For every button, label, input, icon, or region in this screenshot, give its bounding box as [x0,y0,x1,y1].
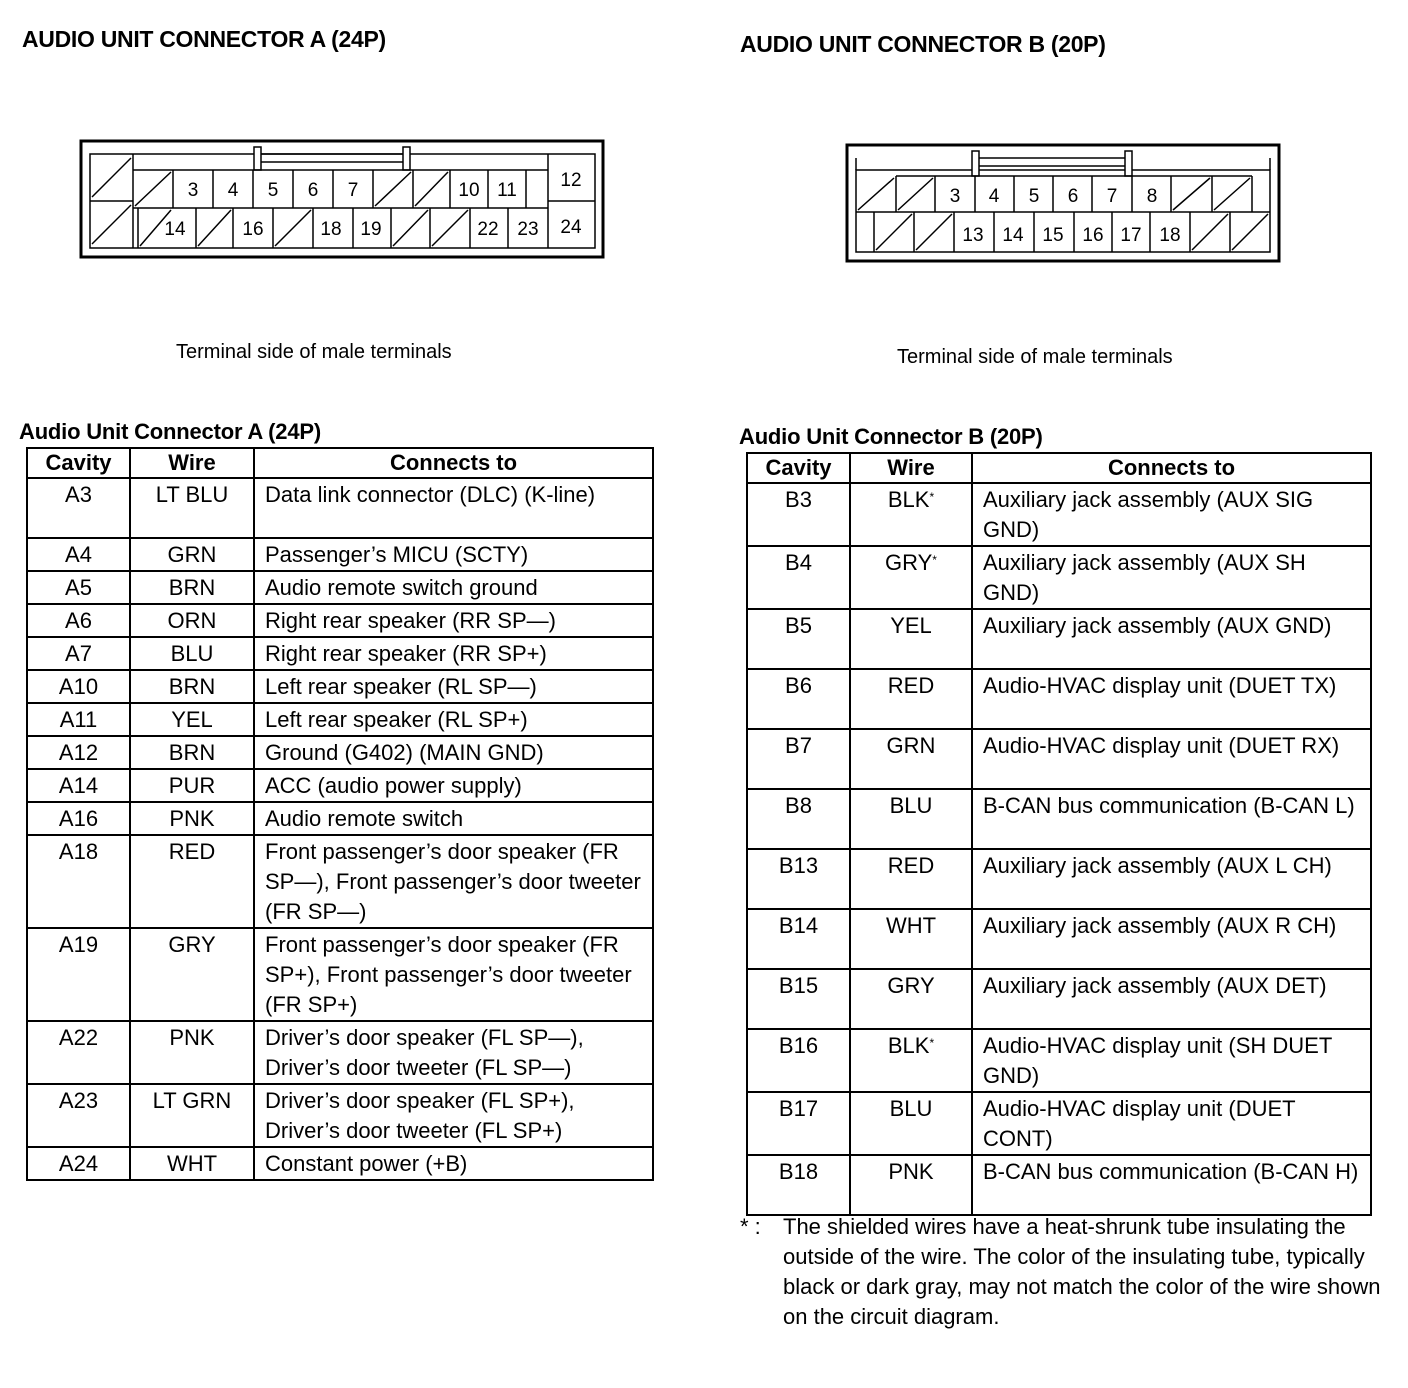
connector-b-pin-6: 6 [1067,186,1079,207]
connects-to-cell: Constant power (+B) [254,1147,653,1180]
table-row [27,571,653,604]
cavity-cell: A5 [27,571,130,604]
connects-to-cell: Auxiliary jack assembly (AUX SIG GND) [972,483,1371,546]
header-wire: Wire [850,453,972,483]
cavity-cell: B15 [747,969,850,1029]
table-row [27,802,653,835]
wire-color: YEL [171,707,213,732]
connector-a-lock-right [403,147,410,170]
connector-a-pin-10: 10 [458,180,480,201]
connects-to-cell: Driver’s door speaker (FL SP+), Driver’s door tweeter (FL SP+) [254,1084,653,1147]
connects-to-cell: Ground (G402) (MAIN GND) [254,736,653,769]
connects-to-cell: Audio-HVAC display unit (DUET TX) [972,669,1371,729]
connector-b-caption: Terminal side of male terminals [897,346,1173,368]
cavity-cell: A16 [27,802,130,835]
table-row [27,736,653,769]
table-row [747,1155,1371,1215]
wire-color: GRN [167,542,217,567]
connector-a-pin-3: 3 [187,180,199,201]
wire-cell [850,789,972,849]
wire-cell [850,969,972,1029]
wire-color: BLK [887,487,930,512]
wire-cell [130,835,254,928]
wire-color: RED [887,853,935,878]
table-row [27,1147,653,1180]
wire-cell [850,849,972,909]
wire-color: BLK [887,1033,930,1058]
wire-color: BLU [889,793,933,818]
wire-cell [850,546,972,609]
connector-b-lock-left [972,151,979,176]
connector-b-pin-18: 18 [1159,225,1181,246]
table-row [747,483,1371,546]
connects-to-cell: Passenger’s MICU (SCTY) [254,538,653,571]
shielded-asterisk: * [929,1036,935,1050]
table-row [27,538,653,571]
connects-to-cell: Audio-HVAC display unit (DUET CONT) [972,1092,1371,1155]
wire-cell [130,928,254,1021]
connector-a-caption: Terminal side of male terminals [176,341,452,363]
connector-a-pin-19: 19 [360,219,382,240]
connector-b-lock-right [1125,151,1132,176]
connects-to-cell: Audio remote switch [254,802,653,835]
table-row [747,789,1371,849]
wire-color: LT BLU [155,482,229,507]
wire-cell [130,802,254,835]
table-row [27,478,653,538]
cavity-cell: B17 [747,1092,850,1155]
cavity-cell: B5 [747,609,850,669]
table-row [27,604,653,637]
wire-cell [130,571,254,604]
connects-to-cell: Auxiliary jack assembly (AUX SH GND) [972,546,1371,609]
wire-cell [850,909,972,969]
wire-color: BRN [168,575,216,600]
table-row [747,546,1371,609]
wire-color: ORN [167,608,217,633]
wire-color: PNK [169,806,215,831]
wire-cell [850,609,972,669]
cavity-cell: B13 [747,849,850,909]
connector-a-pin-12: 12 [560,170,582,191]
cavity-cell: A19 [27,928,130,1021]
wire-cell [130,604,254,637]
table-row [747,669,1371,729]
table-row [747,849,1371,909]
cavity-cell: A4 [27,538,130,571]
cavity-cell: A18 [27,835,130,928]
cavity-cell: B7 [747,729,850,789]
wire-color: BRN [168,674,216,699]
cavity-cell: B3 [747,483,850,546]
wire-color: BLU [170,641,214,666]
shielded-asterisk: * [932,553,937,567]
wire-cell [130,670,254,703]
table-b [746,452,1372,1216]
cavity-cell: B6 [747,669,850,729]
table-row [27,928,653,1021]
connector-a-diagram [78,138,608,263]
connector-b-title: AUDIO UNIT CONNECTOR B (20P) [740,31,1106,57]
table-b-header-row [747,453,1371,483]
connector-a-title: AUDIO UNIT CONNECTOR A (24P) [22,26,386,52]
connector-b-pin-16: 16 [1082,225,1104,246]
connector-b-pin-7: 7 [1106,186,1118,207]
connects-to-cell: Auxiliary jack assembly (AUX GND) [972,609,1371,669]
wire-color: GRY [885,550,933,575]
cavity-cell: B4 [747,546,850,609]
wire-cell [130,637,254,670]
cavity-cell: B18 [747,1155,850,1215]
table-a-title: Audio Unit Connector A (24P) [19,419,321,444]
table-row [27,769,653,802]
wire-cell [850,1029,972,1092]
connector-a-top-pin-labels [188,180,517,201]
wire-color: LT GRN [152,1088,232,1113]
wire-color: PNK [888,1159,934,1184]
connects-to-cell: Driver’s door speaker (FL SP—), Driver’s door tweeter (FL SP—) [254,1021,653,1084]
wire-color: WHT [166,1151,218,1176]
wire-color: GRY [168,932,216,957]
connects-to-cell: Right rear speaker (RR SP—) [254,604,653,637]
connector-a-pin-24: 24 [560,217,582,238]
wire-cell [130,1147,254,1180]
connects-to-cell: Right rear speaker (RR SP+) [254,637,653,670]
wire-color: RED [887,673,935,698]
wire-cell [130,478,254,538]
cavity-cell: A22 [27,1021,130,1084]
wire-cell [130,736,254,769]
wire-cell [850,483,972,546]
connector-a-pin-6: 6 [307,180,319,201]
header-connects-to: Connects to [254,448,653,478]
table-row [747,609,1371,669]
cavity-cell: A6 [27,604,130,637]
footnote-text: The shielded wires have a heat-shrunk tube insulating the outside of the wire. The color of the insulating tube, typically black or dark gray, may not match the color of the wire shown on the circuit diagram. [783,1214,1381,1329]
connects-to-cell: Audio-HVAC display unit (SH DUET GND) [972,1029,1371,1092]
connects-to-cell: Audio-HVAC display unit (DUET RX) [972,729,1371,789]
connects-to-cell: B-CAN bus communication (B-CAN H) [972,1155,1371,1215]
table-row [747,1029,1371,1092]
connector-a-pin-23: 23 [517,219,539,240]
table-row [747,729,1371,789]
connector-a-pin-16: 16 [242,219,264,240]
wire-cell [850,669,972,729]
wire-color: YEL [890,613,932,638]
cavity-cell: B8 [747,789,850,849]
table-row [27,1021,653,1084]
cavity-cell: A7 [27,637,130,670]
wire-color: BRN [168,740,216,765]
table-row [27,835,653,928]
table-b-title: Audio Unit Connector B (20P) [739,424,1043,449]
table-row [27,670,653,703]
wire-cell [130,1084,254,1147]
connector-b-pin-8: 8 [1146,186,1158,207]
connector-b-pin-5: 5 [1028,186,1040,207]
wire-color: PNK [169,1025,215,1050]
wire-cell [850,729,972,789]
table-row [27,637,653,670]
connects-to-cell: Left rear speaker (RL SP—) [254,670,653,703]
cavity-cell: B16 [747,1029,850,1092]
connector-b-pin-13: 13 [962,225,984,246]
connects-to-cell: Front passenger’s door speaker (FR SP+), Front passenger’s door tweeter (FR SP+) [254,928,653,1021]
connector-a-pin-22: 22 [477,219,499,240]
cavity-cell: B14 [747,909,850,969]
wire-cell [850,1155,972,1215]
wire-cell [130,1021,254,1084]
cavity-cell: A12 [27,736,130,769]
connector-b-pin-3: 3 [949,186,961,207]
connector-b-pin-15: 15 [1042,225,1064,246]
connector-a-pin-4: 4 [227,180,239,201]
connects-to-cell: Data link connector (DLC) (K-line) [254,478,653,538]
connector-b-diagram [844,142,1284,266]
connects-to-cell: Left rear speaker (RL SP+) [254,703,653,736]
cavity-cell: A11 [27,703,130,736]
connects-to-cell: Audio remote switch ground [254,571,653,604]
header-wire: Wire [130,448,254,478]
connector-a-lock-left [254,147,261,170]
header-connects-to: Connects to [972,453,1371,483]
connects-to-cell: Auxiliary jack assembly (AUX R CH) [972,909,1371,969]
connects-to-cell: B-CAN bus communication (B-CAN L) [972,789,1371,849]
table-row [747,969,1371,1029]
cavity-cell: A10 [27,670,130,703]
cavity-cell: A23 [27,1084,130,1147]
table-row [747,909,1371,969]
cavity-cell: A3 [27,478,130,538]
connector-a-pin-5: 5 [267,180,279,201]
footnote-mark: * : [740,1214,761,1239]
wire-cell [130,538,254,571]
connector-b-pin-4: 4 [988,186,1000,207]
connects-to-cell: ACC (audio power supply) [254,769,653,802]
shielded-asterisk: * [929,490,935,504]
wire-color: GRN [886,733,936,758]
wire-color: PUR [168,773,216,798]
connects-to-cell: Auxiliary jack assembly (AUX L CH) [972,849,1371,909]
connector-a-pin-7: 7 [347,180,359,201]
wire-cell [130,703,254,736]
connector-a-pin-14: 14 [164,219,186,240]
wire-color: WHT [885,913,937,938]
cavity-cell: A24 [27,1147,130,1180]
wire-color: BLU [889,1096,933,1121]
connector-a-pin-11: 11 [497,180,517,201]
connector-a-pin-18: 18 [320,219,342,240]
header-cavity: Cavity [747,453,850,483]
table-row [27,1084,653,1147]
wire-cell [130,769,254,802]
connects-to-cell: Auxiliary jack assembly (AUX DET) [972,969,1371,1029]
connector-b-bottom-pin-labels [962,225,1180,246]
connector-b-pin-17: 17 [1120,225,1142,246]
cavity-cell: A14 [27,769,130,802]
table-row [27,703,653,736]
connects-to-cell: Front passenger’s door speaker (FR SP—), Front passenger’s door tweeter (FR SP—) [254,835,653,928]
wire-cell [850,1092,972,1155]
header-cavity: Cavity [27,448,130,478]
wire-color: RED [168,839,216,864]
wire-color: GRY [887,973,935,998]
table-row [747,1092,1371,1155]
table-a-header-row [27,448,653,478]
connector-b-pin-14: 14 [1002,225,1024,246]
table-a [26,447,654,1181]
